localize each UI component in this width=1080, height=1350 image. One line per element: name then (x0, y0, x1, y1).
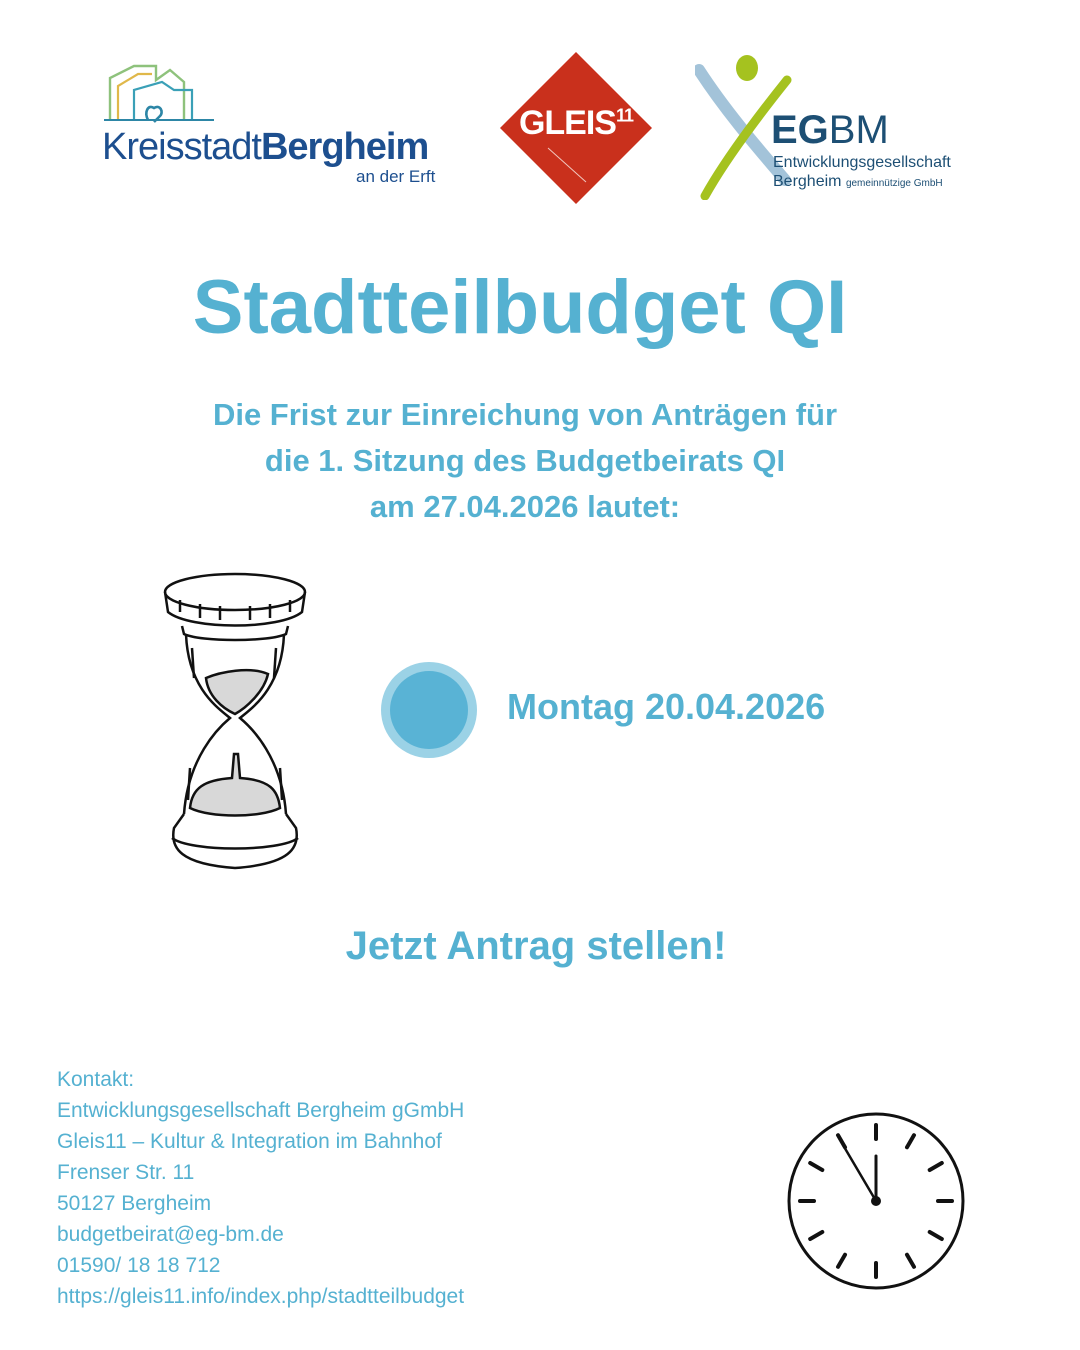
gleis-wordmark: GLEIS$^{11}$ (518, 104, 634, 142)
egbm-line1: Entwicklungsgesellschaft (773, 154, 951, 171)
call-to-action: Jetzt Antrag stellen! (345, 924, 727, 968)
contact-block (57, 1064, 464, 1312)
bergheim-name: KreisstadtBergheim (102, 126, 429, 168)
contact-website[interactable]: https://gleis11.info/index.php/stadtteilbudget (57, 1285, 465, 1308)
hourglass-icon (160, 568, 310, 878)
house-heart-icon (104, 60, 224, 126)
intro-line-2: die 1. Sitzung des Budgetbeirats QI (264, 443, 786, 478)
intro-line-1: Die Frist zur Einreichung von Anträgen für (212, 397, 838, 432)
logo-kreisstadt-bergheim (100, 60, 460, 190)
egbm-wordmark: EGBM (771, 108, 889, 152)
contact-city: 50127 Bergheim (57, 1192, 212, 1215)
contact-email[interactable]: budgetbeirat@eg-bm.de (57, 1223, 284, 1246)
page-title: Stadtteilbudget QI (192, 265, 848, 350)
logo-egbm (695, 50, 965, 200)
deadline-date: Montag 20.04.2026 (507, 686, 826, 727)
contact-organisation: Entwicklungsgesellschaft Bergheim gGmbH (57, 1099, 465, 1122)
egbm-line2: Bergheim gemeinnützige GmbH (773, 173, 943, 190)
logo-gleis11 (500, 52, 652, 204)
bullet-circle (381, 662, 477, 758)
clock-icon (785, 1110, 967, 1292)
contact-phone[interactable]: 01590/ 18 18 712 (57, 1254, 221, 1277)
bergheim-subtitle: an der Erft (356, 167, 436, 186)
contact-heading: Kontakt: (57, 1068, 135, 1091)
intro-text (0, 392, 1050, 530)
contact-street: Frenser Str. 11 (57, 1161, 195, 1184)
intro-line-3: am 27.04.2026 lautet: (369, 489, 681, 524)
contact-venue: Gleis11 – Kultur & Integration im Bahnhof (57, 1130, 442, 1153)
